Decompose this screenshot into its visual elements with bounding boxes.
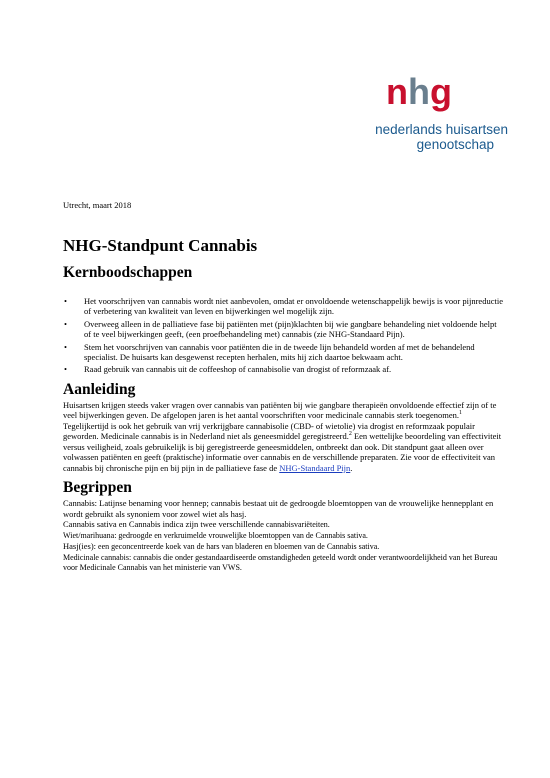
document-date: Utrecht, maart 2018: [63, 200, 132, 210]
footnote-ref-1[interactable]: 1: [459, 410, 463, 417]
logo-wordmark: [328, 122, 508, 152]
logo-line-1: nederlands huisartsen: [375, 122, 508, 137]
kernboodschappen-list: [63, 296, 503, 375]
nhg-standaard-pijn-link[interactable]: NHG-Standaard Pijn: [279, 462, 351, 473]
definition-cannabis: Cannabis: Latijnse benaming voor hennep; cannabis bestaat uit de gedroogde bloemtoppen van de vrouwelijke hennepplant en wordt gebruikt als synoniem voor zowel wiet als hasj.: [63, 498, 494, 519]
svg-text:g: g: [430, 71, 452, 112]
kernboodschappen-heading: Kernboodschappen: [63, 264, 193, 281]
list-item: • Het voorschrijven van cannabis wordt niet aanbevolen, omdat er onvoldoende wetenschappelijk bewijs is voor pijnreductie of verbetering van kwaliteit van leven en bijwerkingen wel mogelijk zijn.: [64, 296, 503, 317]
bullet-icon: •: [64, 296, 67, 306]
list-item: • Stem het voorschrijven van cannabis voor patiënten die in de tweede lijn behandeld worden af met de behandelend specialist. De huisarts kan desgewenst recepten herhalen, mits hij zich daartoe bekwaam acht.: [64, 341, 475, 363]
definition-hasj: Hasj(ies): een geconcentreerde koek van de hars van bladeren en bloemen van de Cannabis sativa.: [63, 541, 380, 552]
svg-text:h: h: [408, 71, 430, 112]
list-item: • Overweeg alleen in de palliatieve fase bij patiënten met (pijn)klachten bij wie gangbare behandeling niet voldoende helpt of te veel bijwerkingen geeft, (een proefbehandeling met) cannabis (zie NHG-Standaard Pijn).: [64, 318, 497, 340]
bullet-icon: •: [64, 318, 67, 329]
definition-sativa-indica: Cannabis sativa en Cannabis indica zijn twee verschillende cannabisvariëteiten.: [63, 519, 330, 530]
document-title: NHG-Standpunt Cannabis: [63, 236, 258, 255]
list-item: • Raad gebruik van cannabis uit de coffeeshop of cannabisolie van drogist of reformzaak af.: [64, 364, 392, 375]
definition-medicinale-cannabis: Medicinale cannabis: cannabis die onder gestandaardiseerde omstandigheden geteeld wordt onder verantwoordelijkheid van het Bureau voor Medicinale Cannabis van het ministerie van VWS.: [63, 552, 498, 573]
bullet-icon: •: [64, 341, 67, 352]
aanleiding-heading: Aanleiding: [63, 380, 136, 398]
svg-text:n: n: [386, 71, 408, 112]
nhg-logo-mark: [386, 64, 460, 120]
aanleiding-paragraph: Huisartsen krijgen steeds vaker vragen over cannabis van patiënten bij wie gangbare therapieën onvoldoende effectief zijn of te veel bijwerkingen geven. De afgelopen jaren is het aantal voorschriften voor medicinale cannabis sterk toegenomen.$^1$ Tegelijkertijd is ook het gebruik van vrij verkrijgbare cannabisolie (CBD- of wietolie) via drogist en reformzaak populair geworden. Medicinale cannabis is in Nederland niet als geneesmiddel geregistreerd.$^2$ Een wettelijke beoordeling van effectiviteit versus veiligheid, zoals gebruikelijk is bij geregistreerde geneesmiddelen, ontbreekt dan ook. Dit standpunt gaat alleen over volwassen patiënten en geeft (praktische) informatie over cannabis en de verschillende preparaten. Zie voor de effectiviteit van cannabis bij chronische pijn en bij pijn in de palliatieve fase de NHG-Standaard Pijn.: [63, 399, 502, 473]
nhg-logo: [328, 64, 508, 160]
definition-wiet: Wiet/marihuana: gedroogde en verkruimelde vrouwelijke bloemtoppen van de Cannabis sativa.: [63, 530, 368, 540]
begrippen-heading: Begrippen: [63, 479, 132, 497]
bullet-icon: •: [64, 364, 67, 375]
document-body: [63, 200, 503, 574]
footnote-ref-2[interactable]: 2: [348, 431, 352, 438]
logo-line-2: genootschap: [416, 137, 494, 152]
